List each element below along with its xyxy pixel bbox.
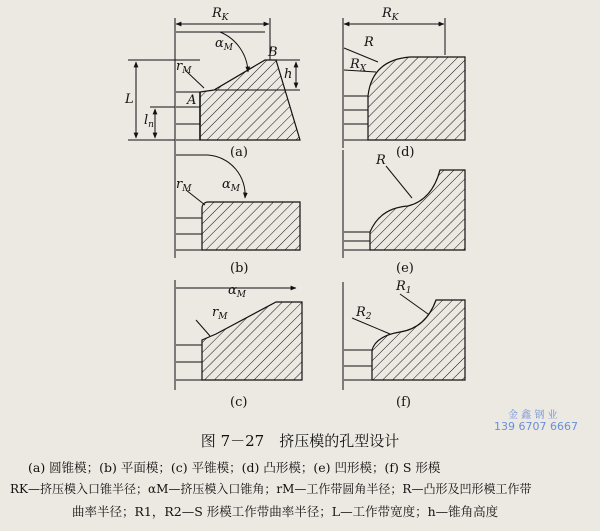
watermark-company: 金 鑫 钢 业: [508, 410, 558, 421]
svg-text:R: R: [376, 153, 386, 168]
label-f: (f): [396, 395, 411, 410]
caption-line-3: 曲率半径；R1，R2—S 形模工作带曲率半径；L—工作带宽度；h—锥角高度: [72, 504, 499, 519]
svg-text:RX: $R_X$: [350, 57, 367, 74]
label-d: (d): [396, 145, 415, 160]
watermark-phone: 139 6707 6667: [494, 420, 578, 433]
label-e: (e): [396, 261, 414, 276]
svg-text:R: R: [364, 35, 374, 50]
diagram-f-s-shape-die: [343, 279, 465, 410]
label-b: (b): [230, 261, 249, 276]
die-b-section: [202, 202, 300, 250]
diagram-c-flat-cone-die: [175, 280, 302, 410]
die-e-section: [370, 170, 465, 250]
svg-text:αM: $\alpha_M$: [228, 283, 246, 300]
diagram-a-conical-die: [124, 6, 300, 160]
svg-text:rM: $r_M$: [176, 177, 192, 194]
svg-text:L: L: [125, 92, 134, 107]
point-b-label: B: [268, 45, 278, 60]
die-d-section: [368, 57, 465, 140]
svg-text:rM: $r_M$: [212, 305, 228, 322]
svg-text:RK: $R_K$: [382, 6, 399, 23]
svg-text:αM: $\alpha_M$: [215, 36, 233, 53]
diagram-d-convex-die: [343, 6, 465, 160]
label-a: (a): [230, 145, 248, 160]
die-f-section: [372, 300, 465, 380]
svg-text:ln: $l_n$: [144, 113, 154, 130]
caption-line-2: RK—挤压模入口锥半径；αM—挤压模入口锥角；rM—工作带圆角半径；R—凸形及凹形模工作带: [10, 482, 532, 496]
point-a-label: A: [187, 93, 197, 108]
a-rk-label: R: [212, 6, 222, 21]
svg-text:R1: $R_1$: [396, 279, 412, 296]
svg-text:αM: $\alpha_M$: [222, 177, 240, 194]
svg-text:rM: $r_M$: [176, 59, 192, 76]
svg-text:R2: $R_2$: [356, 305, 372, 322]
diagram-b-flat-die: [175, 148, 300, 276]
svg-text:RK: $R_K$: [212, 6, 229, 23]
figure-title: 图 7－27 挤压模的孔型设计: [200, 432, 400, 450]
svg-text:h: h: [284, 67, 293, 82]
diagram-e-concave-die: [343, 150, 465, 276]
label-c: (c): [230, 395, 248, 410]
caption-line-1: (a) 圆锥模；(b) 平面模；(c) 平锥模；(d) 凸形模；(e) 凹形模；(f) S 形模: [28, 460, 441, 475]
